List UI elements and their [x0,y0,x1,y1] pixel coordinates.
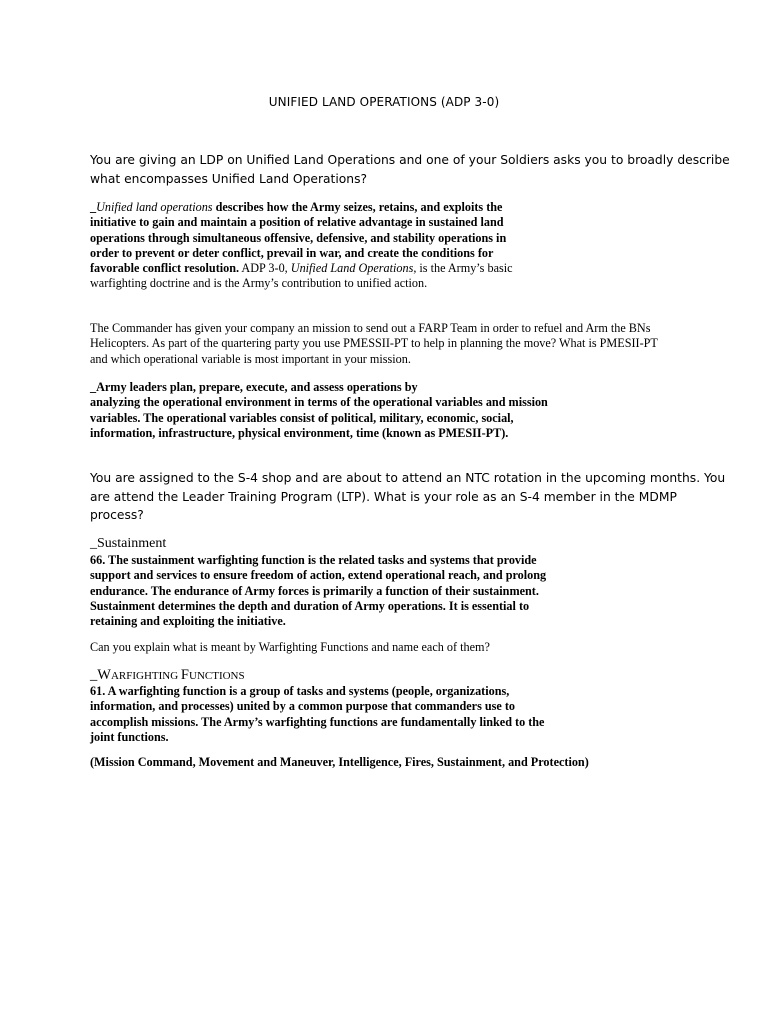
answer-4 [90,684,544,745]
heading-part: F [180,667,189,683]
answer-1-line: initiative to gain and maintain a position of relative advantage in sustained land [90,215,504,230]
answer-2-line: information, infrastructure, physical environment, time (known as PMESII-PT). [90,425,509,440]
heading-part: ARFIGHTING [110,670,181,682]
question-4-line: Can you explain what is meant by Warfighting Functions and name each of them? [90,640,490,654]
answer-2-line: _Army leaders plan, prepare, execute, and assess operations by [90,380,418,394]
answer-2 [90,380,548,441]
answer-4-line: information, and processes) united by a common purpose that commanders use to [90,699,515,714]
question-3-line: are attend the Leader Training Program (LTP). What is your role as an S-4 member in the MDMP [90,489,677,504]
sustainment-heading: _Sustainment [90,536,167,551]
answer-1-text: ADP 3-0, [239,261,291,276]
question-2-line: and which operational variable is most important in your mission. [90,351,411,366]
question-1 [90,151,730,188]
answer-2-line: analyzing the operational environment in terms of the operational variables and mission [90,395,548,410]
answer-1-text: favorable conflict resolution. [90,261,240,276]
warfighting-functions-heading [90,667,245,684]
answer-1-prefix: _ [90,200,97,214]
question-3 [90,469,726,525]
answer-3-line: endurance. The endurance of Army forces is primarily a function of their sustainment. [90,583,539,598]
heading-part: _W [90,667,111,683]
answer-1-text: describes how the Army seizes, retains, and exploits the [212,200,503,214]
question-2-line: Helicopters. As part of the quartering party you use PMESSII-PT to help in planning the move? What is PMESII-PT [90,336,658,351]
answer-1-line: operations through simultaneous offensive, defensive, and stability operations in [90,230,507,245]
answer-1-term: Unified land operations [96,200,213,214]
answer-3-line: 66. The sustainment warfighting function is the related tasks and systems that provide [90,553,537,567]
answer-3 [90,553,546,629]
answer-2-line: variables. The operational variables consist of political, military, economic, social, [90,410,514,425]
warfighting-functions-list: (Mission Command, Movement and Maneuver, Intelligence, Fires, Sustainment, and Protection) [90,755,589,769]
question-3-line: process? [90,508,144,522]
question-3-line: You are assigned to the S-4 shop and are about to attend an NTC rotation in the upcoming months. You [90,471,726,485]
question-4 [90,640,690,655]
answer-1-line [90,261,513,276]
question-1-line: You are giving an LDP on Unified Land Operations and one of your Soldiers asks you to broadly describe [90,153,730,167]
document-title: UNIFIED LAND OPERATIONS (ADP 3-0) [268,95,500,109]
answer-3-line: support and services to ensure freedom of action, extend operational reach, and prolong [90,568,547,583]
answer-1-doc-title: Unified Land Operations, [290,261,417,276]
question-1-line: what encompasses Unified Land Operations? [90,171,368,186]
answer-1-line: order to prevent or deter conflict, prevail in war, and create the conditions for [90,245,494,260]
heading-part: UNCTIONS [189,670,245,682]
answer-4-line: joint functions. [90,729,169,744]
answer-4-line: accomplish missions. The Army’s warfighting functions are fundamentally linked to the [90,714,545,729]
question-2-line: The Commander has given your company an mission to send out a FARP Team in order to refuel and Arm the BNs [90,321,651,335]
answer-4-line: 61. A warfighting function is a group of tasks and systems (people, organizations, [90,684,510,698]
answer-1-line [90,200,513,215]
answer-3-line: retaining and exploiting the initiative. [90,614,286,629]
answer-1-line: warfighting doctrine and is the Army’s contribution to unified action. [90,276,428,291]
answer-3-line: Sustainment determines the depth and duration of Army operations. It is essential to [90,598,530,613]
answer-1-text: is the Army’s basic [416,261,513,276]
answer-1 [90,200,513,292]
question-2 [90,321,690,367]
